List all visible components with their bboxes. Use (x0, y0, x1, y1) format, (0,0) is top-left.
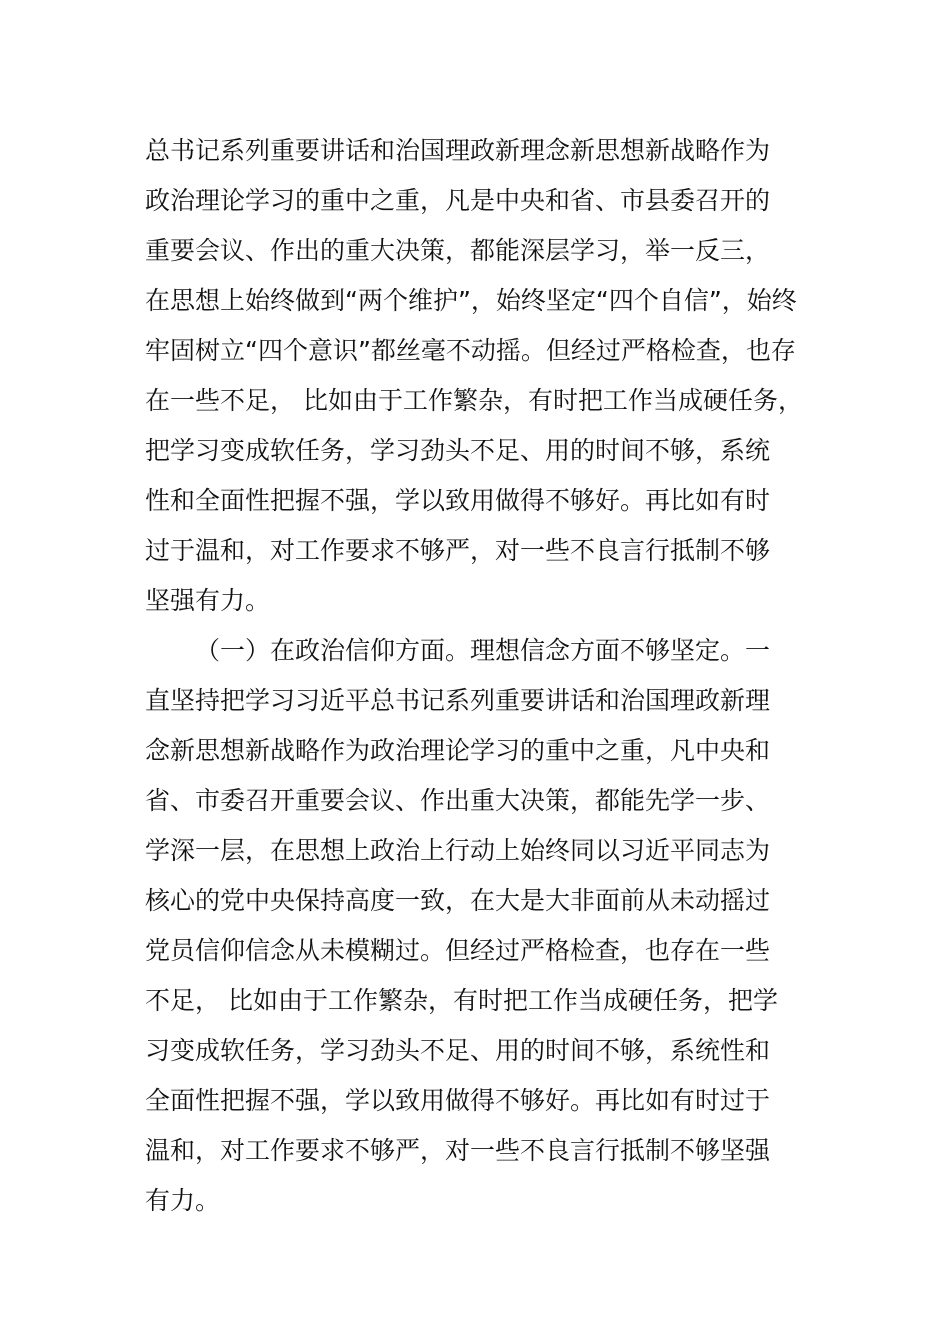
paragraph-political-belief (145, 626, 810, 1226)
section-heading-line: （一）在政治信仰方面。理想信念方面不够坚定。一 (195, 636, 771, 665)
text-line: 省、市委召开重要会议、作出重大决策，都能先学一步、 (145, 786, 771, 815)
text-line: 重要会议、作出的重大决策，都能深层学习，举一反三， (145, 236, 771, 265)
text-line: 总书记系列重要讲话和治国理政新理念新思想新战略作为 (145, 136, 771, 165)
text-line: 坚强有力。 (145, 586, 271, 615)
text-line: 过于温和，对工作要求不够严，对一些不良言行抵制不够 (145, 536, 771, 565)
text-line: 性和全面性把握不强，学以致用做得不够好。再比如有时 (145, 486, 771, 515)
text-line: 核心的党中央保持高度一致，在大是大非面前从未动摇过 (145, 886, 771, 915)
text-line: 政治理论学习的重中之重，凡是中央和省、市县委召开的 (145, 186, 771, 215)
text-line: 温和，对工作要求不够严，对一些不良言行抵制不够坚强 (145, 1136, 771, 1165)
text-line: 全面性把握不强，学以致用做得不够好。再比如有时过于 (145, 1086, 771, 1115)
paragraph-continued (145, 126, 810, 626)
text-line: 不足， 比如由于工作繁杂，有时把工作当成硬任务，把学 (145, 986, 778, 1015)
text-line: 有力。 (145, 1186, 221, 1215)
text-line: 牢固树立“四个意识”都丝毫不动摇。但经过严格检查，也存 (145, 336, 796, 365)
text-line: 习变成软任务，学习劲头不足、用的时间不够，系统性和 (145, 1036, 771, 1065)
text-line: 在一些不足， 比如由于工作繁杂，有时把工作当成硬任务， (145, 386, 803, 415)
text-line: 把学习变成软任务，学习劲头不足、用的时间不够，系统 (145, 436, 771, 465)
text-line: 学深一层，在思想上政治上行动上始终同以习近平同志为 (145, 836, 771, 865)
document-body (145, 126, 810, 1226)
text-line: 念新思想新战略作为政治理论学习的重中之重，凡中央和 (145, 736, 771, 765)
text-line: 在思想上始终做到“两个维护”，始终坚定“四个自信”，始终 (145, 286, 797, 315)
text-line: 直坚持把学习习近平总书记系列重要讲话和治国理政新理 (145, 686, 771, 715)
text-line: 党员信仰信念从未模糊过。但经过严格检查，也存在一些 (145, 936, 771, 965)
